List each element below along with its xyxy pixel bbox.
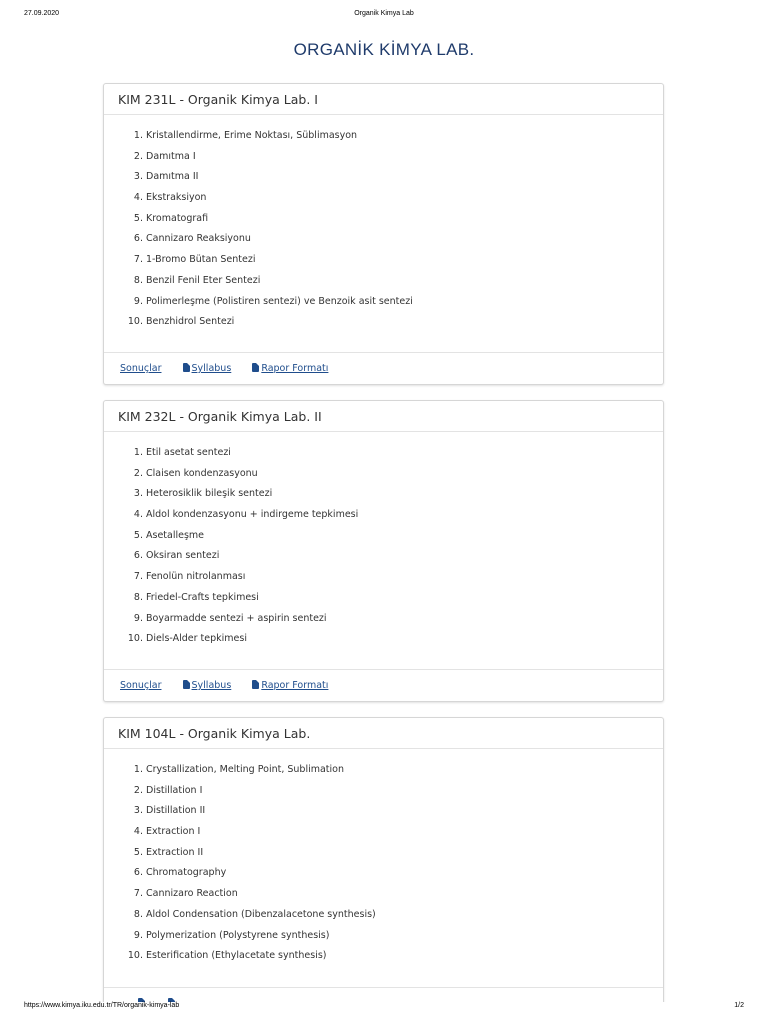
syllabus-link[interactable]: [183, 680, 232, 691]
print-date: 27.09.2020: [24, 10, 60, 17]
list-item: 4. Extraction I: [146, 822, 663, 843]
list-item: 6. Oksiran sentezi: [146, 546, 663, 567]
experiment-list: [104, 443, 663, 650]
print-tab-title: Organik Kimya Lab: [354, 10, 414, 17]
list-item: 1. Kristallendirme, Erime Noktası, Süblimasyon: [146, 126, 663, 147]
list-item: 6. Cannizaro Reaksiyonu: [146, 229, 663, 250]
print-header: [0, 10, 768, 22]
syllabus-link-label: Syllabus: [191, 363, 232, 374]
pdf-file-icon: [183, 680, 190, 689]
pdf-file-icon: [183, 363, 190, 372]
list-item: 9. Polymerization (Polystyrene synthesis): [146, 926, 663, 947]
list-item: 8. Benzil Fenil Eter Sentezi: [146, 271, 663, 292]
report-format-link-label: Rapor Formatı: [261, 363, 329, 374]
list-item: 3. Heterosiklik bileşik sentezi: [146, 484, 663, 505]
course-card-kim104l: [103, 717, 664, 1007]
report-format-link[interactable]: [252, 363, 328, 374]
list-item: 3. Distillation II: [146, 801, 663, 822]
results-link[interactable]: Sonuçlar: [120, 680, 162, 691]
list-item: 3. Damıtma II: [146, 167, 663, 188]
list-item: 10. Diels-Alder tepkimesi: [146, 629, 663, 650]
syllabus-link-label: Syllabus: [191, 680, 232, 691]
list-item: 1. Crystallization, Melting Point, Sublimation: [146, 760, 663, 781]
experiment-list: [104, 760, 663, 967]
pdf-file-icon: [252, 363, 259, 372]
list-item: 5. Kromatografi: [146, 209, 663, 230]
list-item: 10. Benzhidrol Sentezi: [146, 312, 663, 333]
report-format-link[interactable]: [252, 680, 328, 691]
course-card-body: [104, 432, 663, 650]
course-card-footer: [104, 352, 663, 384]
course-card-kim232l: [103, 400, 664, 702]
results-link[interactable]: Sonuçlar: [120, 363, 162, 374]
list-item: 1. Etil asetat sentezi: [146, 443, 663, 464]
list-item: 8. Friedel-Crafts tepkimesi: [146, 588, 663, 609]
list-item: 4. Ekstraksiyon: [146, 188, 663, 209]
list-item: 10. Esterification (Ethylacetate synthesis): [146, 946, 663, 967]
list-item: 9. Polimerleşme (Polistiren sentezi) ve Benzoik asit sentezi: [146, 292, 663, 313]
experiment-list: [104, 126, 663, 333]
course-card-title: KIM 232L - Organik Kimya Lab. II: [104, 401, 663, 432]
course-card-title: KIM 104L - Organik Kimya Lab.: [104, 718, 663, 749]
course-card-title: KIM 231L - Organik Kimya Lab. I: [104, 84, 663, 115]
course-card-footer: [104, 669, 663, 701]
course-card-kim231l: [103, 83, 664, 385]
list-item: 8. Aldol Condensation (Dibenzalacetone synthesis): [146, 905, 663, 926]
course-card-body: [104, 115, 663, 333]
list-item: 6. Chromatography: [146, 863, 663, 884]
print-page-number: 1/2: [734, 1002, 744, 1009]
course-card-body: [104, 749, 663, 967]
list-item: 2. Damıtma I: [146, 147, 663, 168]
list-item: 2. Claisen kondenzasyonu: [146, 464, 663, 485]
list-item: 9. Boyarmadde sentezi + aspirin sentezi: [146, 609, 663, 630]
list-item: 5. Extraction II: [146, 843, 663, 864]
syllabus-link[interactable]: [183, 363, 232, 374]
print-url: https://www.kimya.iku.edu.tr/TR/organik-kimya-lab: [24, 1002, 180, 1009]
print-footer: [0, 1002, 768, 1014]
list-item: 7. 1-Bromo Bütan Sentezi: [146, 250, 663, 271]
list-item: 7. Cannizaro Reaction: [146, 884, 663, 905]
list-item: 4. Aldol kondenzasyonu + indirgeme tepkimesi: [146, 505, 663, 526]
page-title: ORGANİK KİMYA LAB.: [293, 40, 475, 59]
list-item: 2. Distillation I: [146, 781, 663, 802]
report-format-link-label: Rapor Formatı: [261, 680, 329, 691]
list-item: 7. Fenolün nitrolanması: [146, 567, 663, 588]
list-item: 5. Asetalleşme: [146, 526, 663, 547]
pdf-file-icon: [252, 680, 259, 689]
